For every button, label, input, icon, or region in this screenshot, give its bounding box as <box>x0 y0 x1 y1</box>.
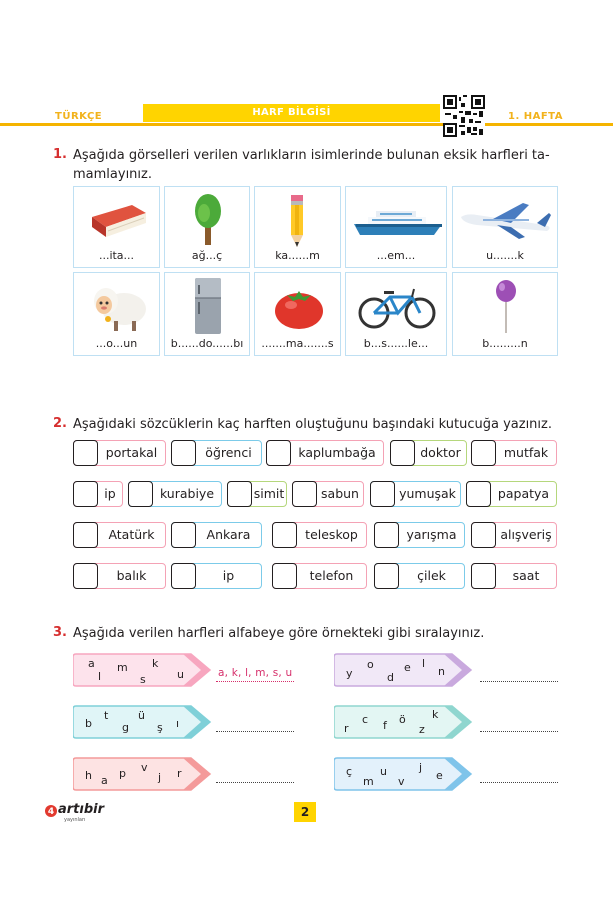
fridge-icon <box>165 277 251 335</box>
letter-count-box[interactable] <box>266 440 291 466</box>
q1-item-fridge <box>164 272 250 356</box>
svg-text:4: 4 <box>47 807 55 817</box>
q1-word: ...ita... <box>98 249 135 262</box>
letter-count-box[interactable] <box>171 522 196 548</box>
letter-count-box[interactable] <box>390 440 415 466</box>
answer-line[interactable] <box>216 731 294 732</box>
letter-arrow-2: b t g ü ş ı <box>73 703 213 741</box>
word-box-doktor[interactable]: doktor <box>390 440 467 466</box>
letter-arrow-1: a l m s k u <box>73 651 213 689</box>
word-box-mutfak[interactable]: mutfak <box>471 440 557 466</box>
word-box-yumusak[interactable]: yumuşak <box>370 481 461 507</box>
q1-word: b......do......bı <box>170 337 244 350</box>
q1-word: ...em... <box>376 249 416 262</box>
word-box-ip[interactable]: ip <box>73 481 123 507</box>
letter-count-box[interactable] <box>272 522 297 548</box>
letter-count-box[interactable] <box>73 563 98 589</box>
word-box-yarisma[interactable]: yarışma <box>374 522 465 548</box>
word-box-sabun[interactable]: sabun <box>292 481 364 507</box>
word-box-teleskop[interactable]: teleskop <box>272 522 367 548</box>
letter-count-box[interactable] <box>466 481 491 507</box>
answer-line[interactable] <box>216 782 294 783</box>
airplane-icon <box>453 191 559 249</box>
bicycle-icon <box>346 277 448 335</box>
q1-item-bicycle <box>345 272 447 356</box>
tree-icon <box>165 191 251 249</box>
q3-instruction: Aşağıda verilen harfleri alfabeye göre örnekteki gibi sıralayınız. <box>73 626 485 641</box>
letter-count-box[interactable] <box>471 440 496 466</box>
letter-arrow-3: h a p v j r <box>73 755 213 793</box>
word-box-saat[interactable]: saat <box>471 563 557 589</box>
letter-count-box[interactable] <box>374 522 399 548</box>
letter-count-box[interactable] <box>171 563 196 589</box>
letter-count-box[interactable] <box>227 481 252 507</box>
q2-instruction: Aşağıdaki sözcüklerin kaç harften oluştuğunu başındaki kutucuğa yazınız. <box>73 417 552 432</box>
q1-instruction-line2: mamlayınız. <box>73 167 152 182</box>
q1-word: ka......m <box>275 249 320 262</box>
q1-word: ağ...ç <box>191 249 223 262</box>
q1-number: 1. <box>53 147 67 162</box>
letter-arrow-5: r c f ö z k <box>334 703 474 741</box>
header-rule <box>0 123 613 126</box>
letter-count-box[interactable] <box>73 440 98 466</box>
q3-number: 3. <box>53 625 67 640</box>
word-box-ankara[interactable]: Ankara <box>171 522 262 548</box>
word-box-telefon[interactable]: telefon <box>272 563 367 589</box>
brand-logo-icon <box>44 803 58 819</box>
q1-word: b...s......le... <box>363 337 429 350</box>
q1-word: u.......k <box>486 249 524 262</box>
letter-count-box[interactable] <box>171 440 196 466</box>
word-box-kurabiye[interactable]: kurabiye <box>128 481 222 507</box>
example-answer: a, k, l, m, s, u <box>218 667 293 679</box>
q1-word: .......ma.......s <box>261 337 334 350</box>
answer-line[interactable] <box>480 782 558 783</box>
q1-item-tomato <box>254 272 341 356</box>
word-box-simit[interactable]: simit <box>227 481 287 507</box>
answer-line[interactable] <box>480 681 558 682</box>
letter-count-box[interactable] <box>128 481 153 507</box>
word-box-kaplumbaga[interactable]: kaplumbağa <box>266 440 384 466</box>
word-box-portakal[interactable]: portakal <box>73 440 166 466</box>
sheep-icon <box>74 277 161 335</box>
word-box-cilek[interactable]: çilek <box>374 563 465 589</box>
qr-code-icon[interactable] <box>443 95 485 137</box>
answer-line[interactable] <box>480 731 558 732</box>
answer-line[interactable] <box>216 681 294 682</box>
q1-word: b.........n <box>482 337 528 350</box>
balloon-icon <box>453 277 559 335</box>
letter-arrow-4: y o d e l n <box>334 651 474 689</box>
q1-item-airplane <box>452 186 558 268</box>
q1-item-book <box>73 186 160 268</box>
pencil-icon <box>255 191 342 249</box>
q1-item-ship <box>345 186 447 268</box>
topic-banner: HARF BİLGİSİ <box>143 104 440 122</box>
week-label: 1. HAFTA <box>508 111 563 122</box>
brand-subtitle: yayınları <box>64 817 86 823</box>
q1-word: ...o...un <box>95 337 138 350</box>
letter-count-box[interactable] <box>374 563 399 589</box>
q1-instruction-line1: Aşağıda görselleri verilen varlıkların isimlerinde bulunan eksik harfleri ta- <box>73 148 550 163</box>
book-icon <box>74 191 161 249</box>
page-number: 2 <box>294 802 316 822</box>
word-box-alisveris[interactable]: alışveriş <box>471 522 557 548</box>
letter-count-box[interactable] <box>73 481 98 507</box>
letter-count-box[interactable] <box>370 481 395 507</box>
q2-number: 2. <box>53 416 67 431</box>
subject-label: TÜRKÇE <box>55 111 103 122</box>
q1-item-tree <box>164 186 250 268</box>
word-box-ogrenci[interactable]: öğrenci <box>171 440 262 466</box>
q1-item-balloon <box>452 272 558 356</box>
word-box-papatya[interactable]: papatya <box>466 481 557 507</box>
word-box-ataturk[interactable]: Atatürk <box>73 522 166 548</box>
word-box-ip-2[interactable]: ip <box>171 563 262 589</box>
brand-name: artıbir <box>58 802 105 817</box>
letter-count-box[interactable] <box>272 563 297 589</box>
letter-count-box[interactable] <box>471 522 496 548</box>
word-box-balik[interactable]: balık <box>73 563 166 589</box>
letter-count-box[interactable] <box>292 481 317 507</box>
tomato-icon <box>255 277 342 335</box>
ship-icon <box>346 191 448 249</box>
letter-arrow-6: ç m u v j e <box>334 755 474 793</box>
letter-count-box[interactable] <box>73 522 98 548</box>
letter-count-box[interactable] <box>471 563 496 589</box>
q1-item-sheep <box>73 272 160 356</box>
q1-item-pencil <box>254 186 341 268</box>
